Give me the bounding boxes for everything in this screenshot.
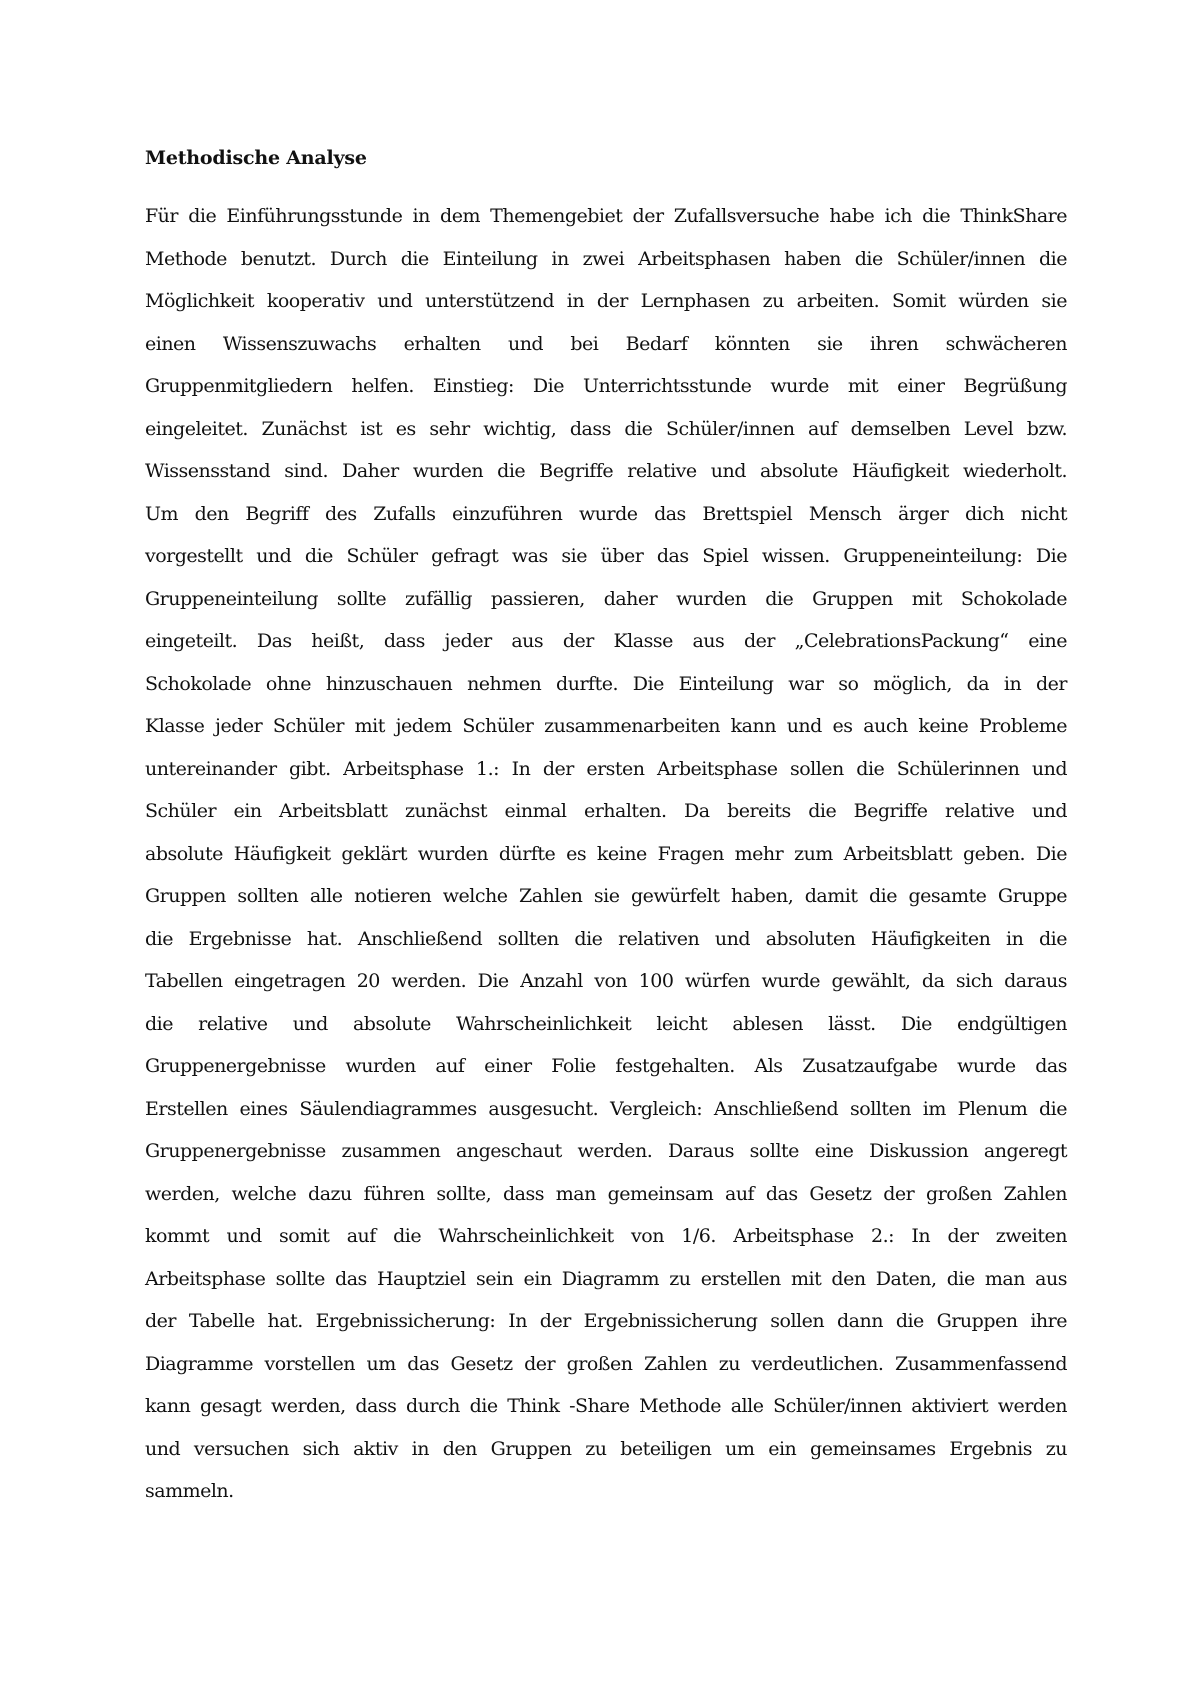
body-line: sammeln. [145,1480,234,1502]
body-line: Gruppenergebnisse wurden auf einer Folie festgehalten. Als Zusatzaufgabe wurde das [145,1055,1067,1077]
body-line: Wissensstand sind. Daher wurden die Begriffe relative und absolute Häufigkeit wiederholt. [145,460,1067,482]
body-line: einen Wissenszuwachs erhalten und bei Bedarf könnten sie ihren schwächeren [145,332,1067,355]
body-line: eingeteilt. Das heißt, dass jeder aus der Klasse aus der „CelebrationsPackung“ eine [145,630,1067,652]
body-line: vorgestellt und die Schüler gefragt was sie über das Spiel wissen. Gruppeneinteilung: Die [145,545,1067,567]
body-line: Methode benutzt. Durch die Einteilung in zwei Arbeitsphasen haben die Schüler/innen die [145,247,1067,270]
body-line: kommt und somit auf die Wahrscheinlichkeit von 1/6. Arbeitsphase 2.: In der zweiten [145,1225,1067,1247]
body-line: Um den Begriff des Zufalls einzuführen wurde das Brettspiel Mensch ärger dich nicht [145,502,1067,525]
body-line: Gruppeneinteilung sollte zufällig passieren, daher wurden die Gruppen mit Schokolade [145,587,1067,610]
body-line: kann gesagt werden, dass durch die Think -Share Methode alle Schüler/innen aktiviert werden [145,1395,1067,1417]
body-line: und versuchen sich aktiv in den Gruppen zu beteiligen um ein gemeinsames Ergebnis zu [145,1437,1067,1460]
body-line: der Tabelle hat. Ergebnissicherung: In der Ergebnissicherung sollen dann die Gruppen ihre [145,1310,1067,1332]
body-line: Gruppenmitgliedern helfen. Einstieg: Die Unterrichtsstunde wurde mit einer Begrüßung [145,375,1067,397]
body-line: Gruppen sollten alle notieren welche Zahlen sie gewürfelt haben, damit die gesamte Gruppe [145,885,1067,907]
body-line: eingeleitet. Zunächst ist es sehr wichtig, dass die Schüler/innen auf demselben Level bzw. [145,417,1067,440]
body-line: Arbeitsphase sollte das Hauptziel sein ein Diagramm zu erstellen mit den Daten, die man aus [145,1267,1067,1290]
document-body [145,200,1067,1518]
body-line: die relative und absolute Wahrscheinlichkeit leicht ablesen lässt. Die endgültigen [145,1012,1067,1035]
body-line: absolute Häufigkeit geklärt wurden dürfte es keine Fragen mehr zum Arbeitsblatt geben. Die [145,842,1067,865]
body-line: Für die Einführungsstunde in dem Themengebiet der Zufallsversuche habe ich die ThinkShare [145,205,1067,227]
body-line: Klasse jeder Schüler mit jedem Schüler zusammenarbeiten kann und es auch keine Probleme [145,715,1067,737]
body-line: Erstellen eines Säulendiagrammes ausgesucht. Vergleich: Anschließend sollten im Plenum die [145,1097,1067,1120]
body-line: Schokolade ohne hinzuschauen nehmen durfte. Die Einteilung war so möglich, da in der [145,672,1067,695]
body-line: Tabellen eingetragen 20 werden. Die Anzahl von 100 würfen wurde gewählt, da sich daraus [145,970,1067,992]
body-line: Schüler ein Arbeitsblatt zunächst einmal erhalten. Da bereits die Begriffe relative und [145,800,1067,822]
body-line: untereinander gibt. Arbeitsphase 1.: In der ersten Arbeitsphase sollen die Schülerinnen und [145,757,1067,780]
body-line: Möglichkeit kooperativ und unterstützend in der Lernphasen zu arbeiten. Somit würden sie [145,290,1067,312]
body-line: Diagramme vorstellen um das Gesetz der großen Zahlen zu verdeutlichen. Zusammenfassend [145,1352,1067,1375]
body-line: die Ergebnisse hat. Anschließend sollten die relativen und absoluten Häufigkeiten in die [145,927,1067,950]
document-title: Methodische Analyse [145,147,367,169]
body-line: Gruppenergebnisse zusammen angeschaut werden. Daraus sollte eine Diskussion angeregt [145,1140,1067,1162]
body-line: werden, welche dazu führen sollte, dass man gemeinsam auf das Gesetz der großen Zahlen [145,1182,1067,1205]
